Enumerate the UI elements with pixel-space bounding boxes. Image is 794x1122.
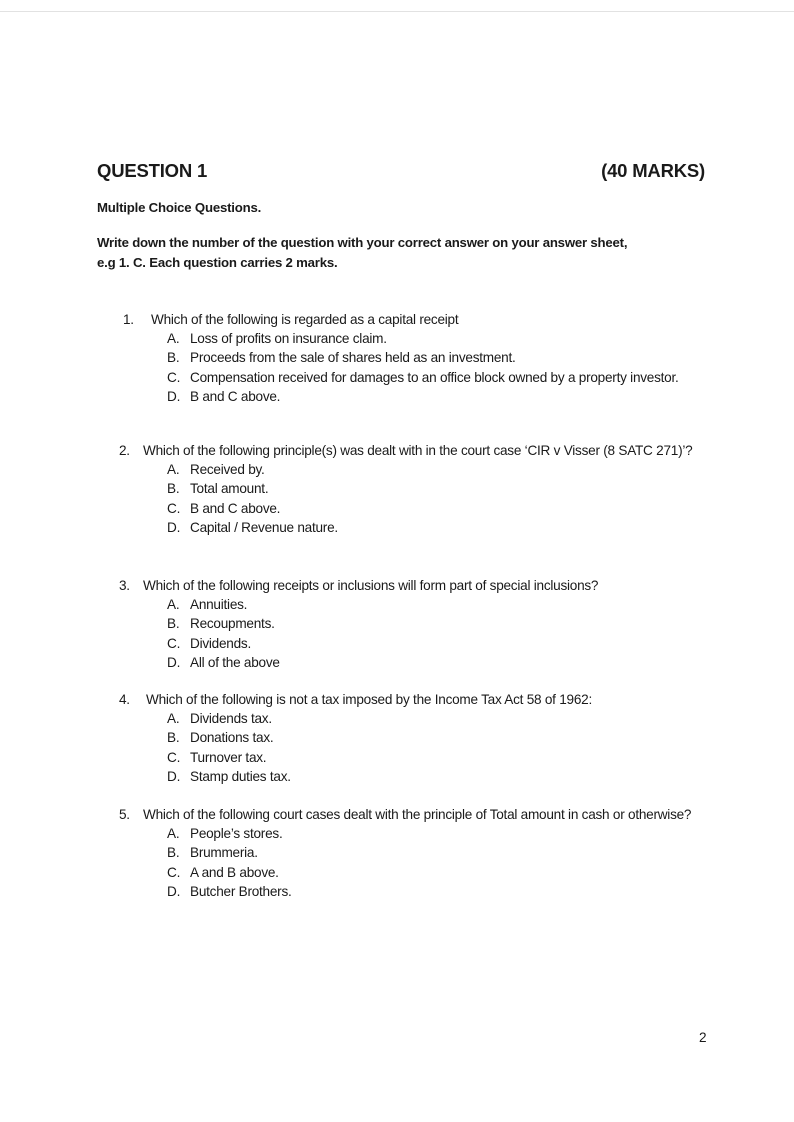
option-text: B and C above.	[190, 388, 281, 404]
option-letter: C.	[167, 369, 181, 385]
option-text: People’s stores.	[190, 826, 283, 842]
option	[167, 479, 708, 498]
question-marks: (40 MARKS)	[601, 160, 705, 181]
question-text: Which of the following principle(s) was dealt with in the court case ‘CIR v Visser (8 SATC 271)’?	[143, 443, 693, 458]
option	[167, 824, 708, 843]
option	[167, 387, 708, 406]
question-text: Which of the following receipts or inclusions will form part of special inclusions?	[143, 578, 599, 593]
option-text: Capital / Revenue nature.	[190, 519, 338, 535]
option-letter: B.	[167, 481, 180, 497]
option-letter: A.	[167, 331, 180, 347]
option-text: Total amount.	[190, 481, 269, 497]
option	[167, 634, 708, 653]
option-text: Compensation received for damages to an office block owned by a property investor.	[190, 369, 679, 385]
option	[167, 709, 708, 728]
option-text: Butcher Brothers.	[190, 883, 292, 899]
question-number: 5.	[119, 807, 130, 822]
option	[167, 348, 708, 367]
option	[167, 614, 708, 633]
option	[167, 728, 708, 747]
option-text: Brummeria.	[190, 845, 258, 861]
scan-edge-line	[0, 11, 794, 12]
question-5	[119, 805, 708, 901]
option-letter: D.	[167, 883, 181, 899]
option-text: Proceeds from the sale of shares held as an investment.	[190, 350, 516, 366]
page-number: 2	[699, 1030, 707, 1045]
question-text: Which of the following is not a tax imposed by the Income Tax Act 58 of 1962:	[146, 692, 592, 707]
option-letter: B.	[167, 730, 180, 746]
question-1	[123, 310, 708, 406]
option-letter: C.	[167, 749, 181, 765]
option-letter: D.	[167, 768, 181, 784]
option-letter: A.	[167, 711, 180, 727]
option-text: Loss of profits on insurance claim.	[190, 331, 387, 347]
question-text: Which of the following is regarded as a capital receipt	[151, 312, 459, 327]
option	[167, 863, 708, 882]
option	[167, 653, 708, 672]
option-text: Stamp duties tax.	[190, 768, 291, 784]
option-letter: B.	[167, 845, 180, 861]
option-text: Dividends.	[190, 635, 251, 651]
option-text: Dividends tax.	[190, 711, 272, 727]
option	[167, 882, 708, 901]
option-letter: C.	[167, 500, 181, 516]
option-letter: D.	[167, 388, 181, 404]
instructions-line-1: Write down the number of the question with your correct answer on your answer sheet,	[97, 235, 628, 250]
option-text: Recoupments.	[190, 616, 275, 632]
option-letter: C.	[167, 635, 181, 651]
question-number: 2.	[119, 443, 130, 458]
option	[167, 368, 708, 387]
question-number: 3.	[119, 578, 130, 593]
option-letter: A.	[167, 826, 180, 842]
option-letter: A.	[167, 597, 180, 613]
option-letter: C.	[167, 864, 181, 880]
option-text: All of the above	[190, 654, 280, 670]
option-letter: D.	[167, 654, 181, 670]
option-letter: A.	[167, 462, 180, 478]
question-number: 1.	[123, 312, 134, 327]
option	[167, 460, 708, 479]
instructions-line-2: e.g 1. C. Each question carries 2 marks.	[97, 255, 338, 270]
option-text: Annuities.	[190, 597, 248, 613]
question-text: Which of the following court cases dealt with the principle of Total amount in cash or otherwise?	[143, 807, 692, 822]
option-letter: B.	[167, 350, 180, 366]
option	[167, 748, 708, 767]
option	[167, 518, 708, 537]
option	[167, 843, 708, 862]
option-text: Turnover tax.	[190, 749, 267, 765]
option-letter: B.	[167, 616, 180, 632]
question-4	[119, 690, 708, 786]
question-title: QUESTION 1	[97, 160, 208, 181]
option-text: A and B above.	[190, 864, 279, 880]
option-letter: D.	[167, 519, 181, 535]
option	[167, 767, 708, 786]
question-number: 4.	[119, 692, 130, 707]
option-text: B and C above.	[190, 500, 281, 516]
option	[167, 595, 708, 614]
option-text: Donations tax.	[190, 730, 274, 746]
question-3	[119, 576, 708, 672]
option	[167, 499, 708, 518]
option-text: Received by.	[190, 462, 265, 478]
section-title: Multiple Choice Questions.	[97, 200, 262, 215]
option	[167, 329, 708, 348]
question-2	[119, 441, 708, 537]
